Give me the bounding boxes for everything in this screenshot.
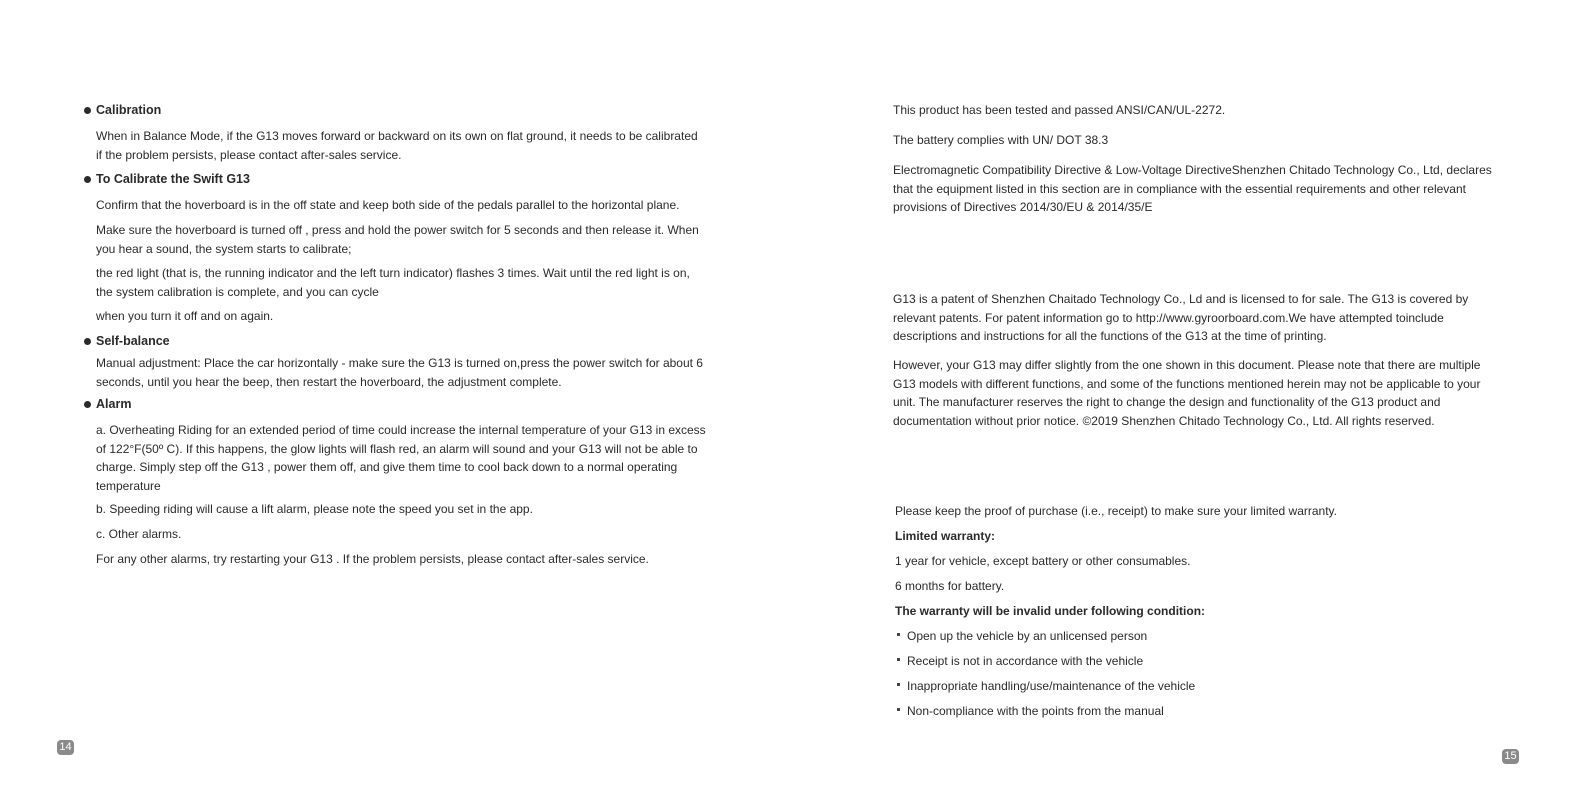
- alarm-speeding: b. Speeding riding will cause a lift alarm, please note the speed you set in the app.: [96, 502, 533, 516]
- ansi-compliance: This product has been tested and passed ANSI/CAN/UL-2272.: [893, 103, 1226, 117]
- calibration-body: When in Balance Mode, if the G13 moves forward or backward on its own on flat ground, it needs to be calibrated if the problem persists, please contact after-sales service.: [96, 129, 698, 162]
- list-item: [897, 702, 1164, 721]
- to-calibrate-step-2: Make sure the hoverboard is turned off , press and hold the power switch for 5 seconds and then release it. When you hear a sound, the system starts to calibrate;: [96, 223, 699, 256]
- self-balance-body: Manual adjustment: Place the car horizontally - make sure the G13 is turned on,press the power switch for about 6 seconds, until you hear the beep, then restart the hoverboard, the adjustment complete.: [96, 356, 703, 389]
- bullet-icon: [897, 633, 900, 636]
- self-balance-heading: Self-balance: [96, 334, 170, 348]
- to-calibrate-heading: To Calibrate the Swift G13: [96, 172, 250, 186]
- disclaimer-paragraph: However, your G13 may differ slightly from the one shown in this document. Please note that there are multiple G13 models with different functions, and some of the functions mentioned herein may not be applicable to your unit. The manufacturer reserves the right to change the design and functionality of the G13 product and documentation without prior notice. ©2019 Shenzhen Chitado Technology Co., Ltd. All rights reserved.: [893, 358, 1481, 428]
- list-item: [897, 677, 1195, 696]
- condition-text: Receipt is not in accordance with the vehicle: [907, 654, 1144, 668]
- alarm-heading: Alarm: [96, 397, 132, 411]
- battery-warranty: 6 months for battery.: [895, 579, 1005, 593]
- calibration-heading: Calibration: [96, 103, 162, 117]
- bullet-icon: [84, 338, 91, 345]
- alarm-other: c. Other alarms.: [96, 527, 182, 541]
- condition-text: Non-compliance with the points from the manual: [907, 704, 1164, 718]
- right-page: [793, 0, 1586, 792]
- page-number: 14: [57, 740, 74, 755]
- bullet-icon: [84, 107, 91, 114]
- bullet-icon: [897, 683, 900, 686]
- patent-paragraph: G13 is a patent of Shenzhen Chaitado Technology Co., Ld and is licensed to for sale. The G13 is covered by relevant patents. For patent information go to http://www.gyroorboard.com.We have attempted toinclude descriptions and instructions for all the functions of the G13 at the time of printing.: [893, 292, 1469, 343]
- to-calibrate-step-1: Confirm that the hoverboard is in the off state and keep both side of the pedals parallel to the horizontal plane.: [96, 198, 680, 212]
- list-item: [897, 627, 1147, 646]
- vehicle-warranty: 1 year for vehicle, except battery or other consumables.: [895, 554, 1191, 568]
- alarm-restart-note: For any other alarms, try restarting your G13 . If the problem persists, please contact after-sales service.: [96, 552, 649, 566]
- proof-of-purchase: Please keep the proof of purchase (i.e., receipt) to make sure your limited warranty.: [895, 504, 1337, 518]
- alarm-overheating: a. Overheating Riding for an extended period of time could increase the internal temperature of your G13 in excess of 122°F(50º C). If this happens, the glow lights will flash red, an alarm will sound and your G13 will not be able to charge. Simply step off the G13 , power them off, and give them time to cool back down to a normal operating temperature: [96, 423, 706, 493]
- battery-compliance: The battery complies with UN/ DOT 38.3: [893, 133, 1109, 147]
- to-calibrate-step-4: when you turn it off and on again.: [96, 309, 274, 323]
- bullet-icon: [84, 401, 91, 408]
- bullet-icon: [897, 658, 900, 661]
- limited-warranty-title: Limited warranty:: [895, 529, 996, 543]
- list-item: [897, 652, 1143, 671]
- page-number: 15: [1502, 749, 1519, 764]
- to-calibrate-step-3: the red light (that is, the running indicator and the left turn indicator) flashes 3 times. Wait until the red light is on, the system calibration is complete, and you can cycle: [96, 266, 690, 299]
- condition-text: Inappropriate handling/use/maintenance of the vehicle: [907, 679, 1196, 693]
- condition-text: Open up the vehicle by an unlicensed person: [907, 629, 1148, 643]
- bullet-icon: [897, 708, 900, 711]
- invalid-conditions-title: The warranty will be invalid under following condition:: [895, 604, 1206, 618]
- emc-declaration: Electromagnetic Compatibility Directive & Low-Voltage DirectiveShenzhen Chitado Technology Co., Ltd, declares that the equipment listed in this section are in compliance with the essential requirements and other relevant provisions of Directives 2014/30/EU & 2014/35/E: [893, 163, 1492, 214]
- bullet-icon: [84, 176, 91, 183]
